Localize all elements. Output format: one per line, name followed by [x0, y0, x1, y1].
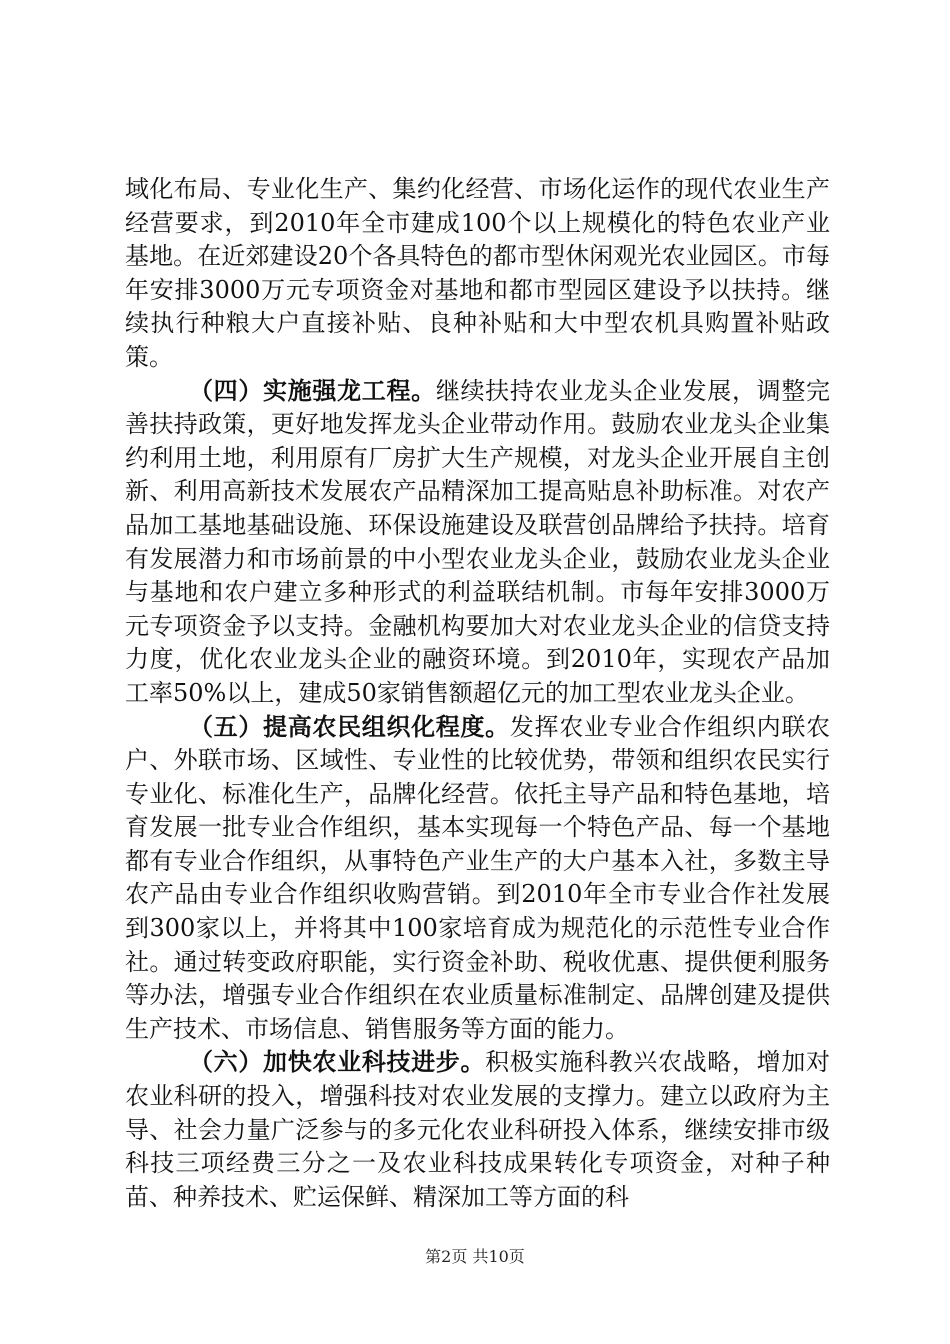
document-body: [125, 173, 830, 1214]
paragraph-text: 积极实施科教兴农战略，增加对农业科研的投入，增强科技对农业发展的支撑力。建立以政府为主导、社会力量广泛参与的多元化农业科研投入体系，继续安排市级科技三项经费三分之一及农业科技成果转化专项资金，对种子种苗、种养技术、贮运保鲜、精深加工等方面的科: [125, 1048, 831, 1211]
paragraph-section-4: [125, 375, 830, 711]
paragraph-section-6: [125, 1046, 830, 1214]
paragraph-continued: [125, 173, 830, 375]
page-number: 第2页 共10页: [425, 1247, 525, 1266]
paragraph-section-5: [125, 711, 830, 1047]
paragraph-text: 继续扶持农业龙头企业发展，调整完善扶持政策，更好地发挥龙头企业带动作用。鼓励农业龙头企业集约利用土地，利用原有厂房扩大生产规模，对龙头企业开展自主创新、利用高新技术发展农产品精深加工提高贴息补助标准。对农产品加工基地基础设施、环保设施建设及联营创品牌给予扶持。培育有发展潜力和市场前景的中小型农业龙头企业，鼓励农业龙头企业与基地和农户建立多种形式的利益联结机制。市每年安排3000万元专项资金予以支持。金融机构要加大对农业龙头企业的信贷支持力度，优化农业龙头企业的融资环境。到2010年，实现农产品加工率50%以上，建成50家销售额超亿元的加工型农业龙头企业。: [125, 376, 831, 707]
page-footer: [0, 1244, 950, 1267]
section-heading: （四）实施强龙工程。: [189, 376, 436, 405]
paragraph-text: 发挥农业专业合作组织内联农户、外联市场、区域性、专业性的比较优势，带领和组织农民实行专业化、标准化生产，品牌化经营。依托主导产品和特色基地，培育发展一批专业合作组织，基本实现每一个特色产品、每一个基地都有专业合作组织，从事特色产业生产的大户基本入社，多数主导农产品由专业合作组织收购营销。到2010年全市专业合作社发展到300家以上，并将其中100家培育成为规范化的示范性专业合作社。通过转变政府职能，实行资金补助、税收优惠、提供便利服务等办法，增强专业合作组织在农业质量标准制定、品牌创建及提供生产技术、市场信息、销售服务等方面的能力。: [125, 712, 831, 1043]
paragraph-text: 域化布局、专业化生产、集约化经营、市场化运作的现代农业生产经营要求，到2010年全市建成100个以上规模化的特色农业产业基地。在近郊建设20个各具特色的都市型休闲观光农业园区。市每年安排3000万元专项资金对基地和都市型园区建设予以扶持。继续执行种粮大户直接补贴、良种补贴和大中型农机具购置补贴政策。: [125, 175, 830, 371]
section-heading: （五）提高农民组织化程度。: [189, 712, 510, 741]
section-heading: （六）加快农业科技进步。: [189, 1048, 486, 1077]
